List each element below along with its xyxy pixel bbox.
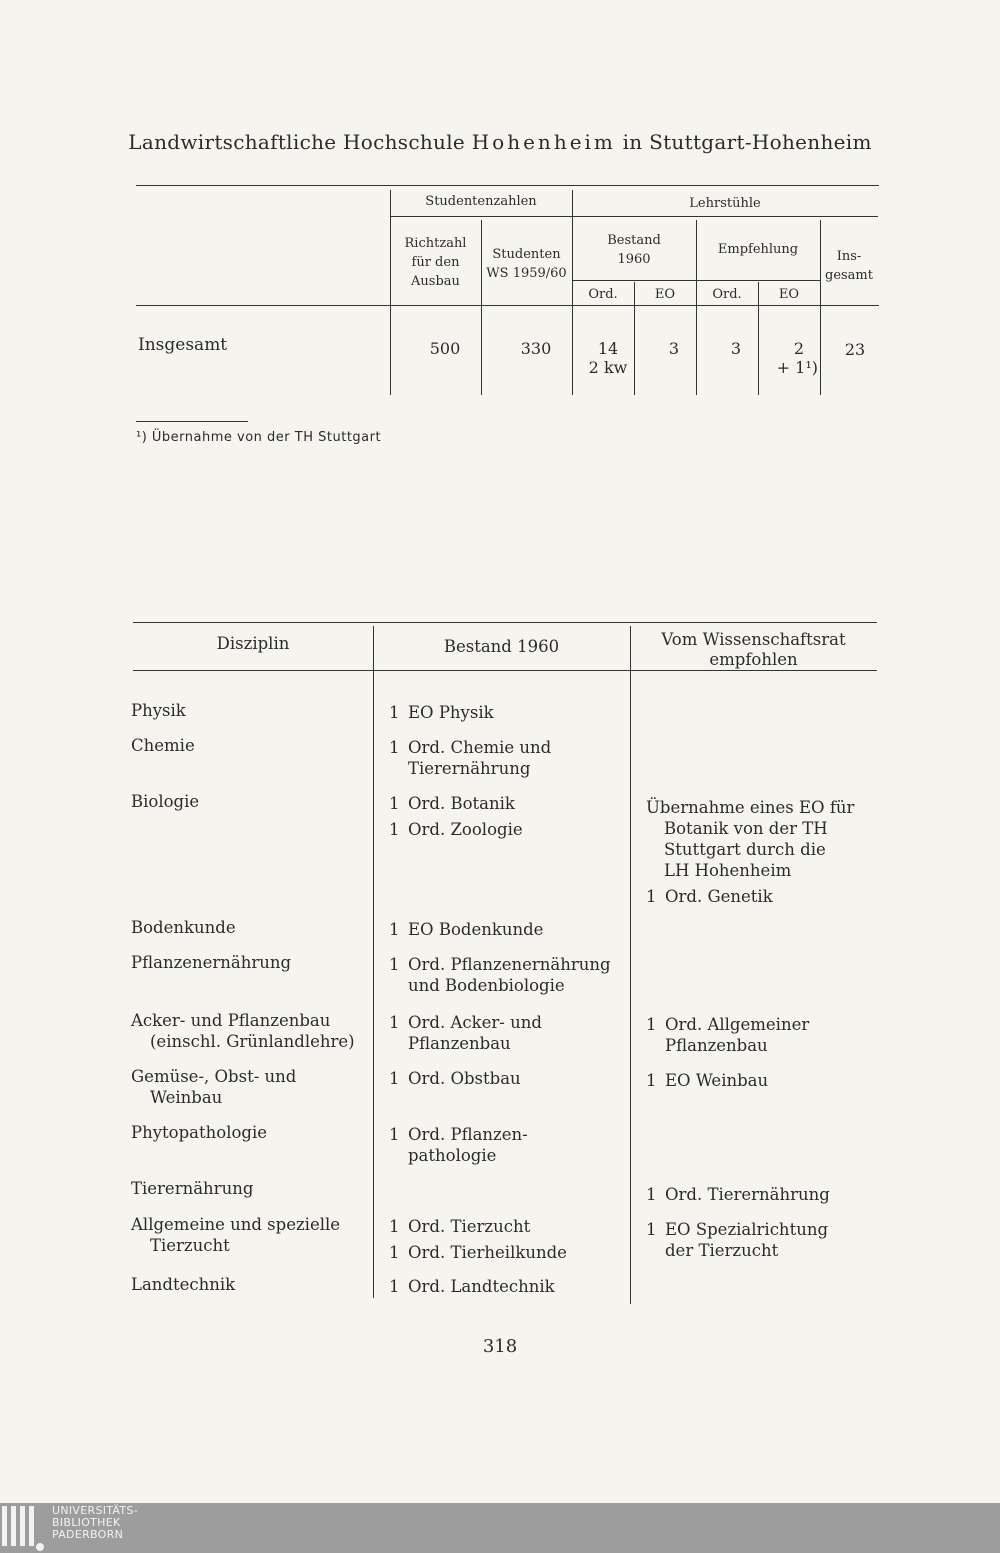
page-number: 318 [482, 1336, 518, 1357]
entry-count: 1 [389, 703, 400, 722]
header-studenten: Studenten WS 1959/60 [486, 247, 567, 281]
entry-text: Ord. Pflanzenernährung [408, 955, 611, 974]
library-logo-dot-icon [36, 1543, 44, 1551]
library-name: UNIVERSITÄTS- BIBLIOTHEK PADERBORN [52, 1504, 138, 1541]
title-spaced-text: Hohenheim [471, 130, 616, 154]
discipline-name: Bodenkunde [131, 918, 236, 937]
entry-text: Pflanzenbau [408, 1034, 511, 1053]
entry [389, 1242, 625, 1263]
entry-count: 1 [389, 1217, 400, 1236]
entry-text: Tierernährung [408, 759, 531, 778]
entry-text: EO Physik [408, 703, 494, 722]
entry-count: 1 [389, 1013, 400, 1032]
entry-count: 1 [389, 955, 400, 974]
entry [389, 954, 625, 996]
discipline-name: Landtechnik [131, 1275, 236, 1294]
bestand-entries [389, 793, 625, 840]
bestand-entries [389, 919, 625, 940]
value-bestand-eo: 3 [668, 339, 680, 358]
empfehlung-entries [646, 1184, 876, 1205]
bestand-entries [389, 737, 625, 779]
discipline-name: Phytopathologie [131, 1123, 268, 1142]
entry-count: 1 [389, 1277, 400, 1296]
discipline-name: Allgemeine und spezielle Tierzucht [131, 1215, 341, 1255]
entry [646, 1184, 876, 1205]
table-rule [133, 670, 877, 671]
entry-text: LH Hohenheim [664, 861, 792, 880]
table-rule [390, 216, 878, 217]
bestand-entries [389, 1124, 625, 1166]
discipline-name: Tierernährung [131, 1179, 254, 1198]
entry-text: Ord. Chemie und [408, 738, 552, 757]
value-richtzahl: 500 [429, 339, 461, 358]
entry [646, 797, 876, 881]
entry [646, 1014, 876, 1056]
value-bestand-ord: 14 2 kw [588, 339, 628, 377]
entry-text: Ord. Obstbau [408, 1069, 521, 1088]
bestand-entries [389, 1068, 625, 1089]
footnote-rule [136, 421, 248, 422]
header-disziplin: Disziplin [216, 634, 290, 653]
entry-text: Ord. Tierheilkunde [408, 1243, 567, 1262]
bestand-entries [389, 1276, 625, 1297]
entry-text: Ord. Genetik [665, 887, 773, 906]
value-insgesamt: 23 [844, 340, 866, 359]
empfehlung-entries [646, 1014, 876, 1056]
entry [646, 886, 876, 907]
entry [646, 1070, 876, 1091]
entry-text: Stuttgart durch die [664, 840, 826, 859]
header-bestand-1960: Bestand 1960 [443, 637, 560, 656]
entry-count: 1 [389, 1125, 400, 1144]
entry-count: 1 [389, 738, 400, 757]
value-empf-eo: 2 + 1¹) [776, 339, 818, 377]
entry-count: 1 [646, 887, 657, 906]
table-divider [373, 626, 374, 1298]
discipline-name: Chemie [131, 736, 195, 755]
empfehlung-entries [646, 1070, 876, 1091]
entry-text: Botanik von der TH [664, 819, 828, 838]
entry-text: pathologie [408, 1146, 497, 1165]
entry [389, 819, 625, 840]
entry-text: EO Bodenkunde [408, 920, 544, 939]
entry [389, 737, 625, 779]
bestand-entries [389, 1216, 625, 1263]
table-divider [390, 190, 391, 395]
table-rule [133, 622, 877, 623]
table-rule [136, 185, 879, 186]
header-insgesamt: Ins- gesamt [825, 249, 873, 283]
table-divider [630, 626, 631, 1304]
discipline-name: Acker- und Pflanzenbau (einschl. Grünlandlehre) [131, 1011, 355, 1051]
entry-count: 1 [389, 920, 400, 939]
entry [646, 1219, 876, 1261]
title-text: Landwirtschaftliche Hochschule [128, 130, 472, 154]
entry [389, 1276, 625, 1297]
entry [389, 793, 625, 814]
entry-count: 1 [646, 1071, 657, 1090]
entry-text: Ord. Tierernährung [665, 1185, 830, 1204]
entry-text: der Tierzucht [665, 1241, 779, 1260]
discipline-name: Biologie [131, 792, 200, 811]
entry-text: Ord. Pflanzen- [408, 1125, 528, 1144]
bestand-entries [389, 954, 625, 996]
value-empf-ord: 3 [730, 339, 742, 358]
subheader-empf-ord: Ord. [712, 287, 742, 302]
entry [389, 1216, 625, 1237]
row-label-insgesamt: Insgesamt [138, 335, 228, 355]
entry [389, 1068, 625, 1089]
empfehlung-entries [646, 1219, 876, 1261]
entry [389, 919, 625, 940]
entry [389, 702, 625, 723]
entry-count: 1 [646, 1185, 657, 1204]
header-empfohlen: Vom Wissenschaftsrat empfohlen [661, 630, 846, 669]
header-empfehlung: Empfehlung [717, 242, 799, 257]
entry [389, 1124, 625, 1166]
entry-text: Ord. Botanik [408, 794, 515, 813]
entry-count: 1 [646, 1015, 657, 1034]
discipline-name: Gemüse-, Obst- und Weinbau [131, 1067, 297, 1107]
entry-text: Ord. Landtechnik [408, 1277, 555, 1296]
header-studentenzahlen: Studentenzahlen [425, 194, 537, 209]
entry-text: Übernahme eines EO für [646, 798, 855, 817]
entry-count: 1 [389, 794, 400, 813]
library-footer-bar [0, 1503, 1000, 1553]
entry-text: und Bodenbiologie [408, 976, 565, 995]
empfehlung-entries [646, 797, 876, 907]
discipline-name: Pflanzenernährung [131, 953, 292, 972]
header-bestand: Bestand 1960 [607, 233, 661, 267]
discipline-name: Physik [131, 701, 186, 720]
entry-text: Ord. Tierzucht [408, 1217, 531, 1236]
subheader-bestand-eo: EO [654, 287, 676, 302]
entry-text: EO Spezialrichtung [665, 1220, 829, 1239]
entry-count: 1 [646, 1220, 657, 1239]
header-lehrstuehle: Lehrstühle [689, 196, 761, 211]
subheader-bestand-ord: Ord. [588, 287, 618, 302]
footnote: ¹) Übernahme von der TH Stuttgart [136, 430, 382, 445]
entry-text: Ord. Zoologie [408, 820, 523, 839]
entry-text: EO Weinbau [665, 1071, 769, 1090]
header-richtzahl: Richtzahl für den Ausbau [404, 236, 467, 289]
entry-text: Ord. Allgemeiner [665, 1015, 810, 1034]
entry-text: Pflanzenbau [665, 1036, 768, 1055]
value-studenten: 330 [520, 339, 552, 358]
entry-count: 1 [389, 1069, 400, 1088]
entry-count: 1 [389, 1243, 400, 1262]
entry [389, 1012, 625, 1054]
table-rule [136, 305, 879, 306]
title-text-end: in Stuttgart-Hohenheim [615, 130, 872, 154]
page-title [0, 130, 1000, 154]
subheader-empf-eo: EO [778, 287, 800, 302]
bestand-entries [389, 702, 625, 723]
bestand-entries [389, 1012, 625, 1054]
entry-text: Ord. Acker- und [408, 1013, 542, 1032]
entry-count: 1 [389, 820, 400, 839]
library-logo-icon [2, 1506, 38, 1546]
